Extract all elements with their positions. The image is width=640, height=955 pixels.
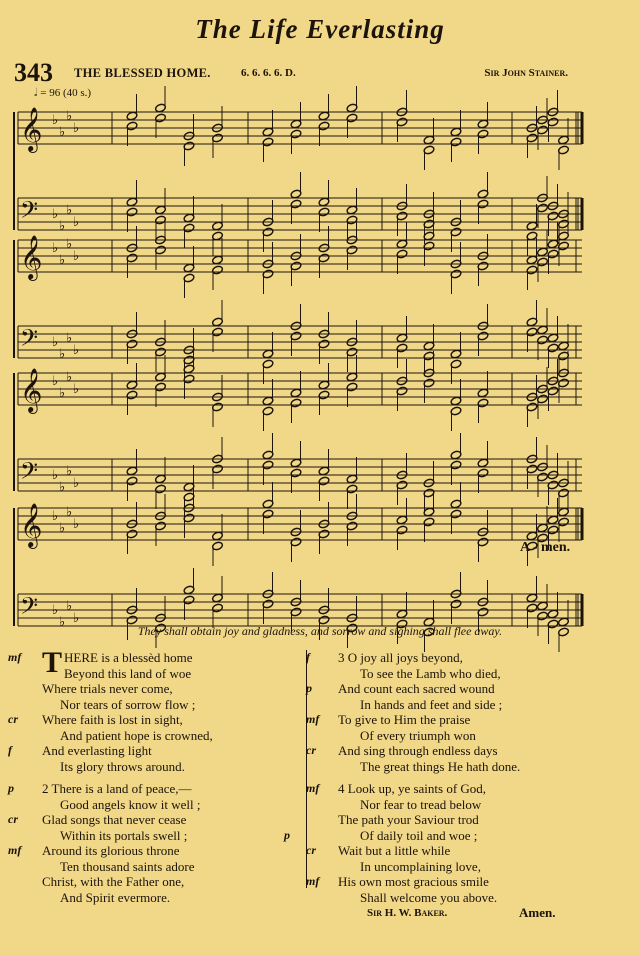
flat-icon: ♭: [52, 207, 59, 222]
treble-clef-icon: 𝄞: [20, 503, 43, 547]
flat-icon: ♭: [59, 615, 66, 630]
dynamic-mark: mf: [8, 650, 22, 664]
verse-line: Good angels know it well ;: [60, 796, 201, 812]
dynamic-mark: cr: [306, 743, 316, 757]
verse-line: And sing through endless days: [338, 743, 498, 758]
flat-icon: ♭: [66, 599, 73, 614]
verse-3: [306, 650, 521, 774]
flat-icon: ♭: [59, 253, 66, 268]
flat-icon: ♭: [52, 374, 59, 389]
flat-icon: ♭: [66, 505, 73, 520]
flat-icon: ♭: [59, 386, 66, 401]
verse-line: Beyond this land of woe: [64, 665, 192, 681]
drop-cap: T: [42, 646, 63, 679]
flat-icon: ♭: [73, 476, 80, 491]
verse-line: Glad songs that never cease: [42, 812, 187, 827]
verse-line: And count each sacred wound: [338, 681, 495, 696]
verse-line: Where faith is lost in sight,: [42, 712, 183, 727]
flat-icon: ♭: [52, 603, 59, 618]
flat-icon: ♭: [66, 464, 73, 479]
flat-icon: ♭: [52, 113, 59, 128]
verse-line: HERE is a blessèd home: [64, 650, 193, 665]
verse-4: [284, 781, 498, 905]
hymn-number: 343: [14, 58, 53, 87]
bass-clef-icon: 𝄢: [20, 324, 39, 357]
flat-icon: ♭: [52, 241, 59, 256]
flat-icon: ♭: [52, 468, 59, 483]
bass-clef-icon: 𝄢: [20, 196, 39, 229]
flat-icon: ♭: [52, 335, 59, 350]
flat-icon: ♭: [73, 382, 80, 397]
verse-line: 3 O joy all joys beyond,: [338, 650, 463, 665]
treble-clef-icon: 𝄞: [20, 368, 43, 412]
verse-line: 4 Look up, ye saints of God,: [338, 781, 487, 796]
treble-clef-icon: 𝄞: [20, 235, 43, 279]
amen-lyric: A - men.: [520, 540, 571, 555]
verse-line: Of daily toil and woe ;: [360, 827, 478, 843]
flat-icon: ♭: [73, 517, 80, 532]
dynamic-mark: f: [8, 743, 12, 757]
verse-line: And Spirit evermore.: [60, 889, 171, 905]
verse-line: The path your Saviour trod: [338, 812, 479, 827]
verse-line: In hands and feet and side ;: [360, 696, 503, 712]
verse-line: Its glory throws around.: [60, 758, 185, 774]
bass-clef-icon: 𝄢: [20, 457, 39, 490]
flat-icon: ♭: [73, 121, 80, 136]
flat-icon: ♭: [59, 125, 66, 140]
hymn-meter: 6. 6. 6. 6. D.: [241, 67, 296, 79]
verse-line: Wait but a little while: [338, 843, 451, 858]
verse-line: Nor tears of sorrow flow ;: [60, 696, 196, 712]
dynamic-mark: p: [284, 827, 290, 842]
flat-icon: ♭: [59, 219, 66, 234]
flat-icon: ♭: [52, 509, 59, 524]
hymn-author: Sir H. W. Baker.: [367, 907, 448, 919]
flat-icon: ♭: [66, 237, 73, 252]
verse-1: [8, 646, 213, 774]
composer-name: Sir John Stainer.: [484, 67, 568, 79]
dynamic-mark: cr: [8, 712, 18, 726]
verse-line: Christ, with the Father one,: [42, 874, 185, 889]
dynamic-mark: mf: [8, 843, 22, 857]
tempo-marking: 𝅗𝅥 = 96 (40 s.): [34, 87, 92, 99]
flat-icon: ♭: [59, 480, 66, 495]
dynamic-mark: cr: [306, 843, 316, 857]
flat-icon: ♭: [66, 370, 73, 385]
verse-line: Shall welcome you above.: [360, 889, 498, 905]
verse-line: 2 There is a land of peace,—: [42, 781, 192, 796]
dynamic-mark: mf: [306, 781, 320, 795]
dynamic-mark: cr: [8, 812, 18, 826]
flat-icon: ♭: [59, 347, 66, 362]
flat-icon: ♭: [59, 521, 66, 536]
verse-line: And patient hope is crowned,: [60, 727, 213, 743]
verse-line: Where trials never come,: [42, 681, 173, 696]
scripture-quote: They shall obtain joy and gladness, and sorrow and sighing shall flee away.: [137, 624, 503, 638]
verse-line: Within its portals swell ;: [60, 827, 188, 843]
flat-icon: ♭: [73, 215, 80, 230]
verse-line: To give to Him the praise: [338, 712, 471, 727]
verse-line: Around its glorious throne: [42, 843, 180, 858]
verse-2: [8, 781, 201, 905]
dynamic-mark: mf: [306, 874, 320, 888]
flat-icon: ♭: [66, 331, 73, 346]
verse-line: Of every triumph won: [360, 727, 476, 743]
bass-clef-icon: 𝄢: [20, 592, 39, 625]
flat-icon: ♭: [73, 611, 80, 626]
page-title: The Life Everlasting: [195, 14, 445, 44]
verse-line: Ten thousand saints adore: [60, 858, 195, 874]
verse-line: Nor fear to tread below: [360, 796, 482, 812]
dynamic-mark: p: [306, 681, 312, 695]
verse-line: The great things He hath done.: [360, 758, 521, 774]
flat-icon: ♭: [66, 109, 73, 124]
flat-icon: ♭: [73, 249, 80, 264]
dynamic-mark: p: [8, 781, 14, 795]
flat-icon: ♭: [66, 203, 73, 218]
verse-line: His own most gracious smile: [338, 874, 489, 889]
hymn-title: THE BLESSED HOME.: [74, 66, 211, 80]
verse-line: And everlasting light: [42, 743, 152, 758]
dynamic-mark: mf: [306, 712, 320, 726]
verse-line: In uncomplaining love,: [360, 858, 481, 874]
verse-line: To see the Lamb who died,: [360, 665, 501, 681]
treble-clef-icon: 𝄞: [20, 107, 43, 151]
dynamic-mark: f: [306, 650, 310, 664]
closing-amen: Amen.: [519, 905, 556, 920]
flat-icon: ♭: [73, 343, 80, 358]
